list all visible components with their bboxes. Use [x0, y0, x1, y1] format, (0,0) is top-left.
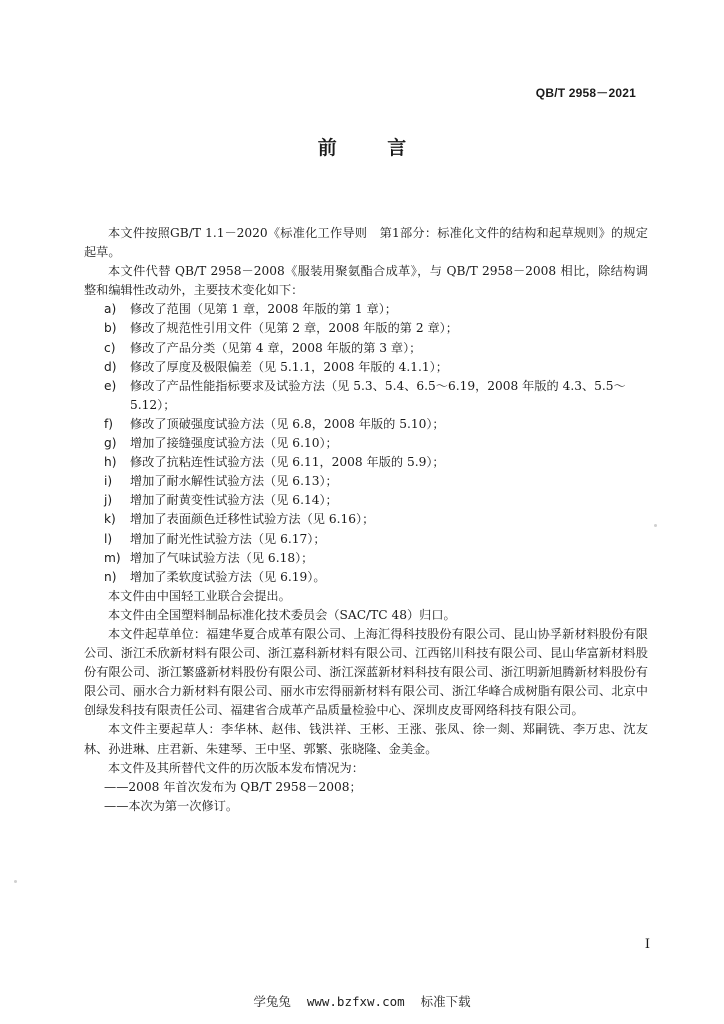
list-item-text: 增加了气味试验方法（见 6.18）；: [130, 550, 314, 565]
list-item-text: 修改了规范性引用文件（见第 2 章，2008 年版的第 2 章）；: [130, 321, 458, 336]
paragraph-under-jurisdiction: 本文件由全国塑料制品标准化技术委员会（SAC/TC 48）归口。: [108, 607, 456, 622]
list-marker: l): [104, 531, 113, 546]
list-item: [104, 453, 648, 472]
list-item-text: 修改了顶破强度试验方法（见 6.8，2008 年版的 5.10）；: [130, 416, 445, 431]
list-marker: i): [104, 474, 113, 489]
list-item: [104, 568, 648, 587]
watermark-url: www.bzfxw.com: [306, 994, 405, 1009]
list-marker: m): [104, 550, 121, 565]
list-item: [104, 358, 648, 377]
list-item-text: 增加了耐黄变性试验方法（见 6.14）；: [130, 493, 338, 508]
list-marker: e): [104, 378, 117, 393]
page-number: I: [644, 937, 650, 952]
list-marker: n): [104, 569, 117, 584]
list-item-text: 增加了耐水解性试验方法（见 6.13）；: [130, 474, 338, 489]
paragraph-replaces: 本文件代替 QB/T 2958－2008《服装用聚氨酯合成革》，与 QB/T 2958－2008 相比，除结构调整和编辑性改动外，主要技术变化如下：: [84, 264, 648, 298]
list-item-text: 增加了耐光性试验方法（见 6.17）；: [130, 531, 326, 546]
list-marker: g): [104, 436, 117, 451]
list-item-text: 增加了柔软度试验方法（见 6.19）。: [130, 569, 326, 584]
list-item-text: 增加了接缝强度试验方法（见 6.10）；: [130, 436, 338, 451]
download-watermark: [0, 992, 724, 1010]
list-item: [104, 377, 648, 415]
paragraph-drafting-rules: 本文件按照GB/T 1.1－2020《标准化工作导则 第1部分：标准化文件的结构和起草规则》的规定起草。: [84, 226, 648, 260]
standard-code: QB/T 2958－2021: [535, 86, 636, 100]
list-item-text: 修改了产品分类（见第 4 章，2008 年版的第 3 章）；: [130, 340, 422, 355]
paragraph-version-history: 本文件及其所替代文件的历次版本发布情况为：: [108, 760, 364, 775]
list-item: [104, 319, 648, 338]
list-item: [104, 530, 648, 549]
document-body: [84, 224, 648, 816]
technical-changes-list: [84, 300, 648, 586]
list-item: [104, 549, 648, 568]
list-item: [104, 300, 648, 319]
paragraph-main-drafters: 本文件主要起草人：李华林、赵伟、钱洪祥、王彬、王涨、张凤、徐一剡、郑嗣铣、李万忠、沈友林、孙进琳、庄君新、朱建琴、王中坚、郭繁、张晓隆、金美金。: [84, 722, 648, 756]
list-item-text: 修改了产品性能指标要求及试验方法（见 5.3、5.4、6.5～6.19，2008 年版的 4.3、5.5～5.12）；: [130, 378, 626, 412]
list-marker: j): [104, 493, 113, 508]
list-item: [104, 472, 648, 491]
list-marker: k): [104, 512, 116, 527]
list-item-text: 修改了厚度及极限偏差（见 5.1.1，2008 年版的 4.1.1）；: [130, 359, 448, 374]
watermark-slogan: 标准下载: [420, 994, 471, 1009]
list-item: [104, 415, 648, 434]
history-item: ——本次为第一次修订。: [104, 798, 239, 813]
list-item-text: 修改了范围（见第 1 章，2008 年版的第 1 章）；: [130, 302, 397, 317]
list-item: [104, 339, 648, 358]
list-item-text: 增加了表面颜色迁移性试验方法（见 6.16）；: [130, 512, 375, 527]
list-marker: d): [104, 359, 117, 374]
list-item: [104, 434, 648, 453]
paragraph-drafting-units: 本文件起草单位：福建华夏合成革有限公司、上海汇得科技股份有限公司、昆山协孚新材料股份有限公司、浙江禾欣新材料有限公司、浙江嘉科新材料有限公司、江西铭川科技有限公司、昆山华富新材料股份有限公司、浙江繁盛新材料股份有限公司、浙江深蓝新材料科技有限公司、浙江明新旭腾新材料股份有限公司、丽水合力新材料有限公司、丽水市宏得丽新材料有限公司、浙江华峰合成树脂有限公司、北京中创绿发科技有限责任公司、福建省合成革产品质量检验中心、深圳皮皮哥网络科技有限公司。: [84, 626, 648, 718]
list-marker: h): [104, 455, 117, 470]
list-item: [104, 491, 648, 510]
history-item: ——2008 年首次发布为 QB/T 2958－2008；: [104, 779, 362, 794]
list-marker: a): [104, 302, 117, 317]
list-item: [104, 510, 648, 529]
list-marker: f): [104, 416, 114, 431]
scan-speck: [654, 524, 657, 527]
scan-speck: [14, 880, 17, 883]
list-marker: c): [104, 340, 116, 355]
list-marker: b): [104, 321, 117, 336]
page-title: 前 言: [317, 137, 429, 159]
list-item-text: 修改了抗粘连性试验方法（见 6.11，2008 年版的 5.9）；: [130, 455, 445, 470]
watermark-site-name: 学兔兔: [253, 994, 291, 1009]
paragraph-proposed-by: 本文件由中国轻工业联合会提出。: [108, 588, 291, 603]
